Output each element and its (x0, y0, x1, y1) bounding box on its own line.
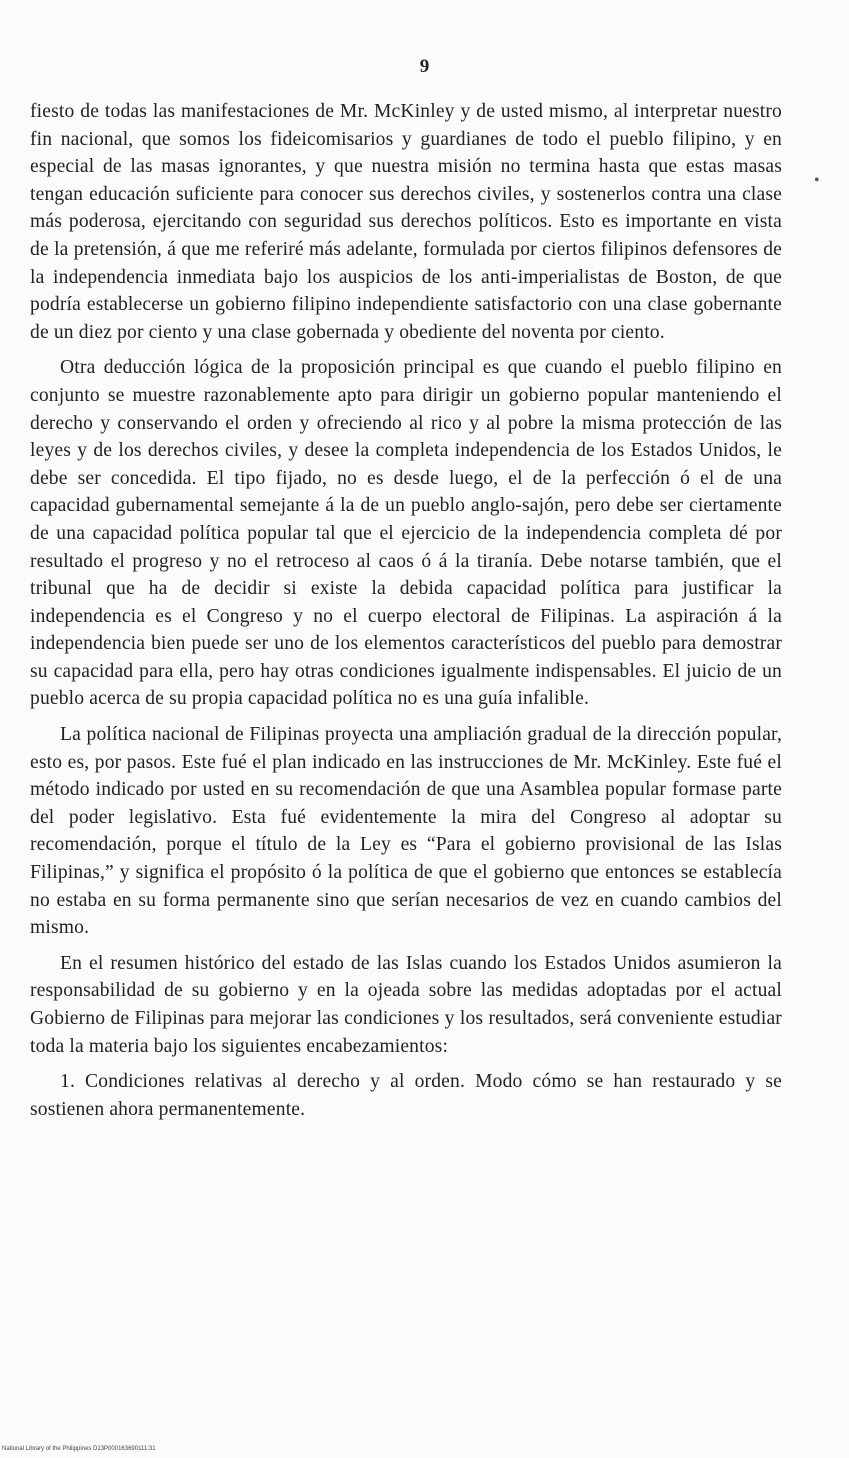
paragraph-continuation: fiesto de todas las manifestaciones de Mr. McKinley y de usted mismo, al interpretar nuestro fin nacional, que somos los fideicomisarios y guardianes de todo el pueblo filipino, y en especial de las masas ignorantes, y que nuestra misión no termina hasta que estas masas tengan educación suficiente para conocer sus derechos civiles, y sostenerlos contra una clase más poderosa, ejercitando con seguridad sus derechos políticos. Esto es importante en vista de la pretensión, á que me referiré más adelante, formulada por ciertos filipinos defensores de la independencia inmediata bajo los auspicios de los anti-imperialistas de Boston, de que podría establecerse un gobierno filipino independiente satisfactorio con una clase gobernante de un diez por ciento y una clase gobernada y obediente del noventa por ciento. (30, 101, 782, 343)
margin-mark: • (814, 172, 820, 189)
paragraph-national-policy: La política nacional de Filipinas proyecta una ampliación gradual de la dirección popular, esto es, por pasos. Este fué el plan indicado en las instrucciones de Mr. McKinley. Este fué el método indicado por usted en su recomendación de que una Asamblea popular formase parte del poder legislativo. Esta fué evidentemente la mira del Congreso al adoptar su recomendación, porque el título de la Ley es “Para el gobierno provisional de las Islas Filipinas,” y significa el propósito ó la política de que el gobierno que entonces se establecía no estaba en su forma permanente sino que serían necesarios de vez en cuando cambios del mismo. (30, 724, 782, 939)
page-number: 9 (419, 56, 430, 77)
body-text (30, 98, 782, 1123)
paragraph-logical-deduction: Otra deducción lógica de la proposición principal es que cuando el pueblo filipino en conjunto se muestre razonablemente apto para dirigir un gobierno popular manteniendo el derecho y conservando el orden y ofreciendo al rico y al pobre la misma protección de las leyes y de los derechos civiles, y desee la completa independencia de los Estados Unidos, le debe ser concedida. El tipo fijado, no es desde luego, el de la perfección ó el de una capacidad gubernamental semejante á la de un pueblo anglo-sajón, pero debe ser ciertamente de una capacidad política popular tal que el ejercicio de la independencia completa dé por resultado el progreso y no el retroceso al caos ó á la tiranía. Debe notarse también, que el tribunal que ha de decidir si existe la debida capacidad política para justificar la independencia es el Congreso y no el cuerpo electoral de Filipinas. La aspiración á la independencia bien puede ser uno de los elementos característicos del pueblo para demostrar su capacidad para ella, pero hay otras condiciones igualmente indispensables. El juicio de un pueblo acerca de su propia capacidad política no es una guía infalible. (30, 357, 782, 710)
paragraph-heading-item-1: 1. Condiciones relativas al derecho y al orden. Modo cómo se han restaurado y se sostienen ahora permanentemente. (30, 1071, 782, 1120)
footer-credit: National Library of the Philippines D13P000163690111:31 (2, 1446, 156, 1452)
paragraph-historical-summary: En el resumen histórico del estado de las Islas cuando los Estados Unidos asumieron la responsabilidad de su gobierno y en la ojeada sobre las medidas adoptadas por el actual Gobierno de Filipinas para mejorar las condiciones y los resultados, será conveniente estudiar toda la materia bajo los siguientes encabezamientos: (30, 952, 782, 1057)
